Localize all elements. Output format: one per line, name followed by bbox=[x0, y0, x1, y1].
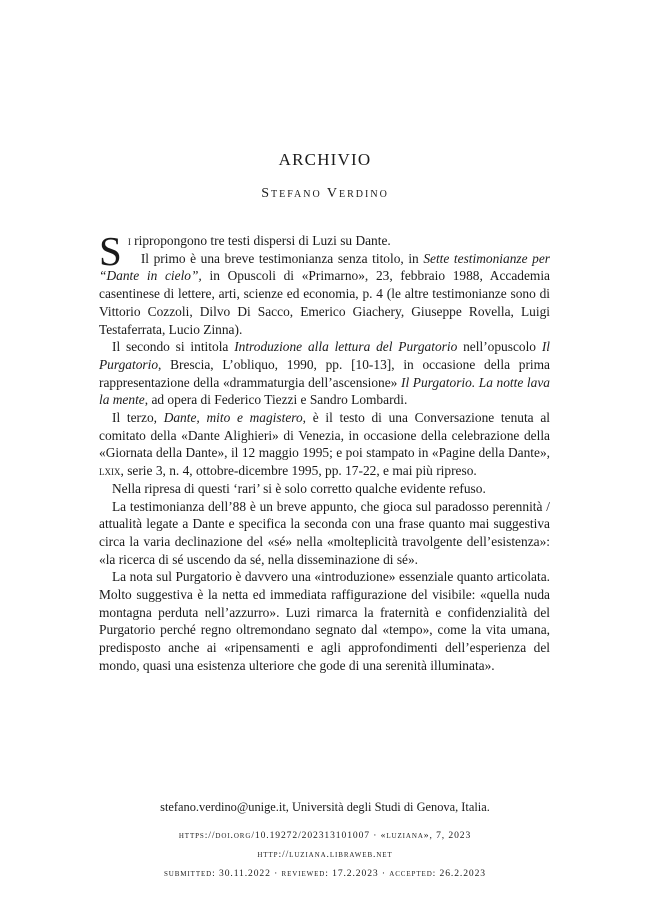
paragraph-4-text-b: , è il testo di una Conversazione tenuta al comitato della «Dante Alighieri» di Venezia, in occasione della celebrazione della «Giornata della Dante», il 12 maggio 1995; e poi stampato in «Pagine della Dante», bbox=[99, 410, 550, 461]
opening-word: i bbox=[127, 233, 131, 248]
submission-dates: submitted: 30.11.2022 · reviewed: 17.2.2023 · accepted: 26.2.2023 bbox=[163, 868, 486, 879]
paragraph-2-text-b: in Opuscoli di «Primarno», 23, febbraio 1988, Accademia casentinese di lettere, arti, scienze ed economia, p. 4 (le altre testimonianze sono di Vittorio Cozzoli, Dilvo Di Sacco, Emerico Giachery, Giuseppe Rovella, Luigi Testaferrata, Lucio Zinna). bbox=[99, 268, 550, 337]
paragraph-6: La testimonianza dell’88 è un breve appunto, che gioca sul paradosso perennità / attualità legate a Dante e specifica la seconda con una frase quanto mai suggestiva circa la varia declinazione del «sé» nella «molteplicità travolgente dell’esistenza»: «la ricerca di sé uscendo da sé, nella disseminazione di sé». bbox=[99, 498, 550, 567]
paragraph-3 bbox=[99, 338, 550, 409]
paragraph-2 bbox=[99, 250, 550, 339]
paragraph-4-text-a: Il terzo, bbox=[112, 410, 164, 426]
paragraph-3-title-b: Il Purgatorio bbox=[99, 339, 550, 372]
paragraph-3-title-c: Il Purgatorio. La notte lava la mente bbox=[99, 374, 550, 408]
paragraph-3-text-c: , Brescia, L’obliquo, 1990, pp. [10-13], in occasione della prima rappresentazione della «drammaturgia dell’ascensione» bbox=[99, 356, 550, 390]
paragraph-2-text-a: Il primo è una breve testimonianza senza titolo, in bbox=[140, 250, 424, 266]
paragraph-2-title: Sette testimonianze per “Dante in cielo”, bbox=[99, 250, 550, 284]
drop-cap: S bbox=[99, 228, 122, 274]
author-name: Stefano Verdino bbox=[261, 186, 389, 201]
author-affiliation: stefano.verdino@unige.it, Università degli Studi di Genova, Italia. bbox=[160, 800, 490, 814]
paragraph-7: La nota sul Purgatorio è davvero una «introduzione» essenziale quanto articolata. Molto suggestiva è la netta ed immediata raffigurazione del visibile: «quella nuda montagna perduta nell’azzurro». Luzi rimarca la fraternità e confidenzialità del Purgatorio perché regno oltremondano segnato dal «tempo», come la vita umana, predisposto anche ai «ripensamenti e agli approfondimenti dell’esperienza del mondo, quasi una esistenza ulteriore che gode di una serenità illuminata». bbox=[99, 569, 550, 673]
article-body bbox=[99, 228, 550, 675]
paragraph-3-title-a: Introduzione alla lettura del Purgatorio bbox=[234, 339, 458, 355]
paragraph-3-text-a: Il secondo si intitola bbox=[112, 339, 235, 355]
paragraph-4 bbox=[99, 409, 550, 480]
paragraph-1-text: ripropongono tre testi dispersi di Luzi su Dante. bbox=[130, 233, 391, 248]
section-title: ARCHIVIO bbox=[278, 150, 372, 169]
paragraph-3-text-b: nell’opuscolo bbox=[457, 339, 542, 355]
paragraph-4-text-c: , serie 3, n. 4, ottobre-dicembre 1995, pp. 17-22, e mai più ripreso. bbox=[120, 463, 477, 479]
paragraph-3-text-d: , ad opera di Federico Tiezzi e Sandro Lombardi. bbox=[144, 392, 408, 408]
doi-line[interactable]: https://doi.org/10.19272/202313101007 · «luziana», 7, 2023 bbox=[178, 830, 472, 841]
paragraph-5: Nella ripresa di questi ‘rari’ si è solo corretto qualche evidente refuso. bbox=[112, 480, 486, 496]
roman-numeral: lxix bbox=[99, 463, 121, 479]
paragraph-4-title: Dante, mito e magistero bbox=[163, 410, 303, 426]
journal-url[interactable]: http://luziana.libraweb.net bbox=[257, 849, 393, 860]
